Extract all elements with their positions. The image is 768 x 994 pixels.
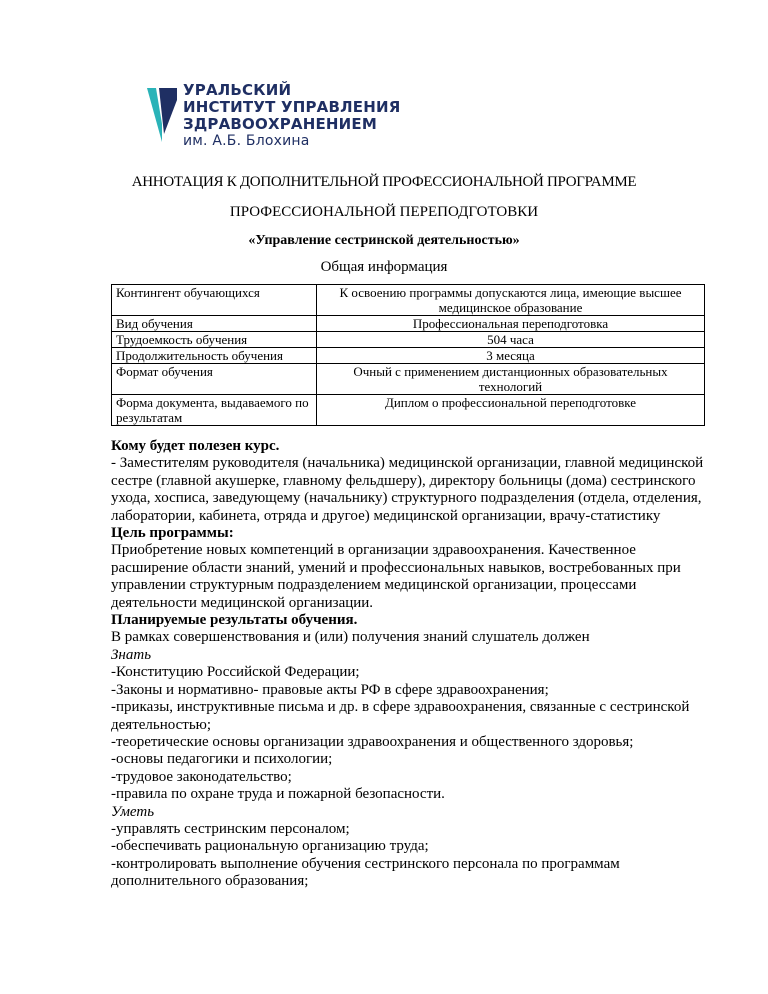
table-value: 3 месяца [317, 348, 705, 364]
logo-line-1: УРАЛЬСКИЙ [183, 81, 292, 99]
table-key: Контингент обучающихся [112, 285, 317, 316]
table-row [112, 316, 705, 332]
table-row [112, 395, 705, 426]
table-row [112, 348, 705, 364]
know-item: -правила по охране труда и пожарной безопасности. [111, 786, 445, 803]
table-value: 504 часа [317, 332, 705, 348]
annotation-subtitle: ПРОФЕССИОНАЛЬНОЙ ПЕРЕПОДГОТОВКИ [229, 204, 539, 220]
table-key: Трудоемкость обучения [112, 332, 317, 348]
table-row [112, 364, 705, 395]
document-body [111, 438, 711, 891]
logo-mark-icon [147, 84, 177, 142]
table-key: Вид обучения [112, 316, 317, 332]
know-item: -Законы и нормативно- правовые акты РФ в сфере здравоохранения; [111, 681, 549, 698]
know-item: -приказы, инструктивные письма и др. в сфере здравоохранения, связанные с сестринской деятельностью; [111, 699, 690, 733]
can-label: Уметь [111, 803, 155, 820]
general-info-table [111, 284, 705, 426]
can-item: -управлять сестринским персоналом; [111, 820, 350, 837]
know-item: -теоретические основы организации здравоохранения и общественного здоровья; [111, 733, 634, 750]
know-label: Знать [111, 646, 152, 663]
table-row [112, 332, 705, 348]
audience-text: - Заместителям руководителя (начальника) медицинской организации, главной медицинской сестре (главной акушерке, главному фельдшеру), директору больницы (дома) сестринского ухода, хосписа, заведующему (начальнику) структурного подразделения (отдела, отделения, лаборатории, кабинета, отряда и другое) медицинской организации, врачу-статистику [111, 455, 704, 524]
institute-logo [140, 82, 420, 152]
table-key: Форма документа, выдаваемого по результатам [112, 395, 317, 426]
table-value: К освоению программы допускаются лица, имеющие высшее медицинское образование [317, 285, 705, 316]
know-item: -Конституцию Российской Федерации; [111, 664, 360, 681]
logo-line-4: им. А.Б. Блохина [183, 133, 310, 149]
know-item: -основы педагогики и психологии; [111, 751, 333, 768]
annotation-title: АННОТАЦИЯ К ДОПОЛНИТЕЛЬНОЙ ПРОФЕССИОНАЛЬНОЙ ПРОГРАММЕ [131, 174, 637, 190]
logo-line-3: ЗДРАВООХРАНЕНИЕМ [183, 115, 378, 133]
table-key: Продолжительность обучения [112, 348, 317, 364]
know-item: -трудовое законодательство; [111, 768, 292, 785]
can-item: -обеспечивать рациональную организацию труда; [111, 838, 429, 855]
logo-text [183, 82, 400, 150]
table-value: Диплом о профессиональной переподготовке [317, 395, 705, 426]
can-item: -контролировать выполнение обучения сестринского персонала по программам дополнительного образования; [111, 855, 620, 890]
table-key: Формат обучения [112, 364, 317, 395]
goal-text: Приобретение новых компетенций в организации здравоохранения. Качественное расширение области знаний, умений и профессиональных навыков, востребованных при управлении структурным подразделением медицинской организации, процессами деятельности медицинской организации. [111, 542, 681, 611]
table-value: Профессиональная переподготовка [317, 316, 705, 332]
table-row [112, 285, 705, 316]
results-heading: Планируемые результаты обучения. [111, 612, 358, 629]
section-heading: Общая информация [320, 259, 448, 275]
logo-line-2: ИНСТИТУТ УПРАВЛЕНИЯ [183, 98, 401, 116]
audience-heading: Кому будет полезен курс. [111, 438, 280, 454]
table-value: Очный с применением дистанционных образовательных технологий [317, 364, 705, 395]
goal-heading: Цель программы: [111, 525, 234, 542]
results-intro: В рамках совершенствования и (или) получения знаний слушатель должен [111, 629, 590, 646]
program-name: «Управление сестринской деятельностью» [248, 233, 520, 248]
